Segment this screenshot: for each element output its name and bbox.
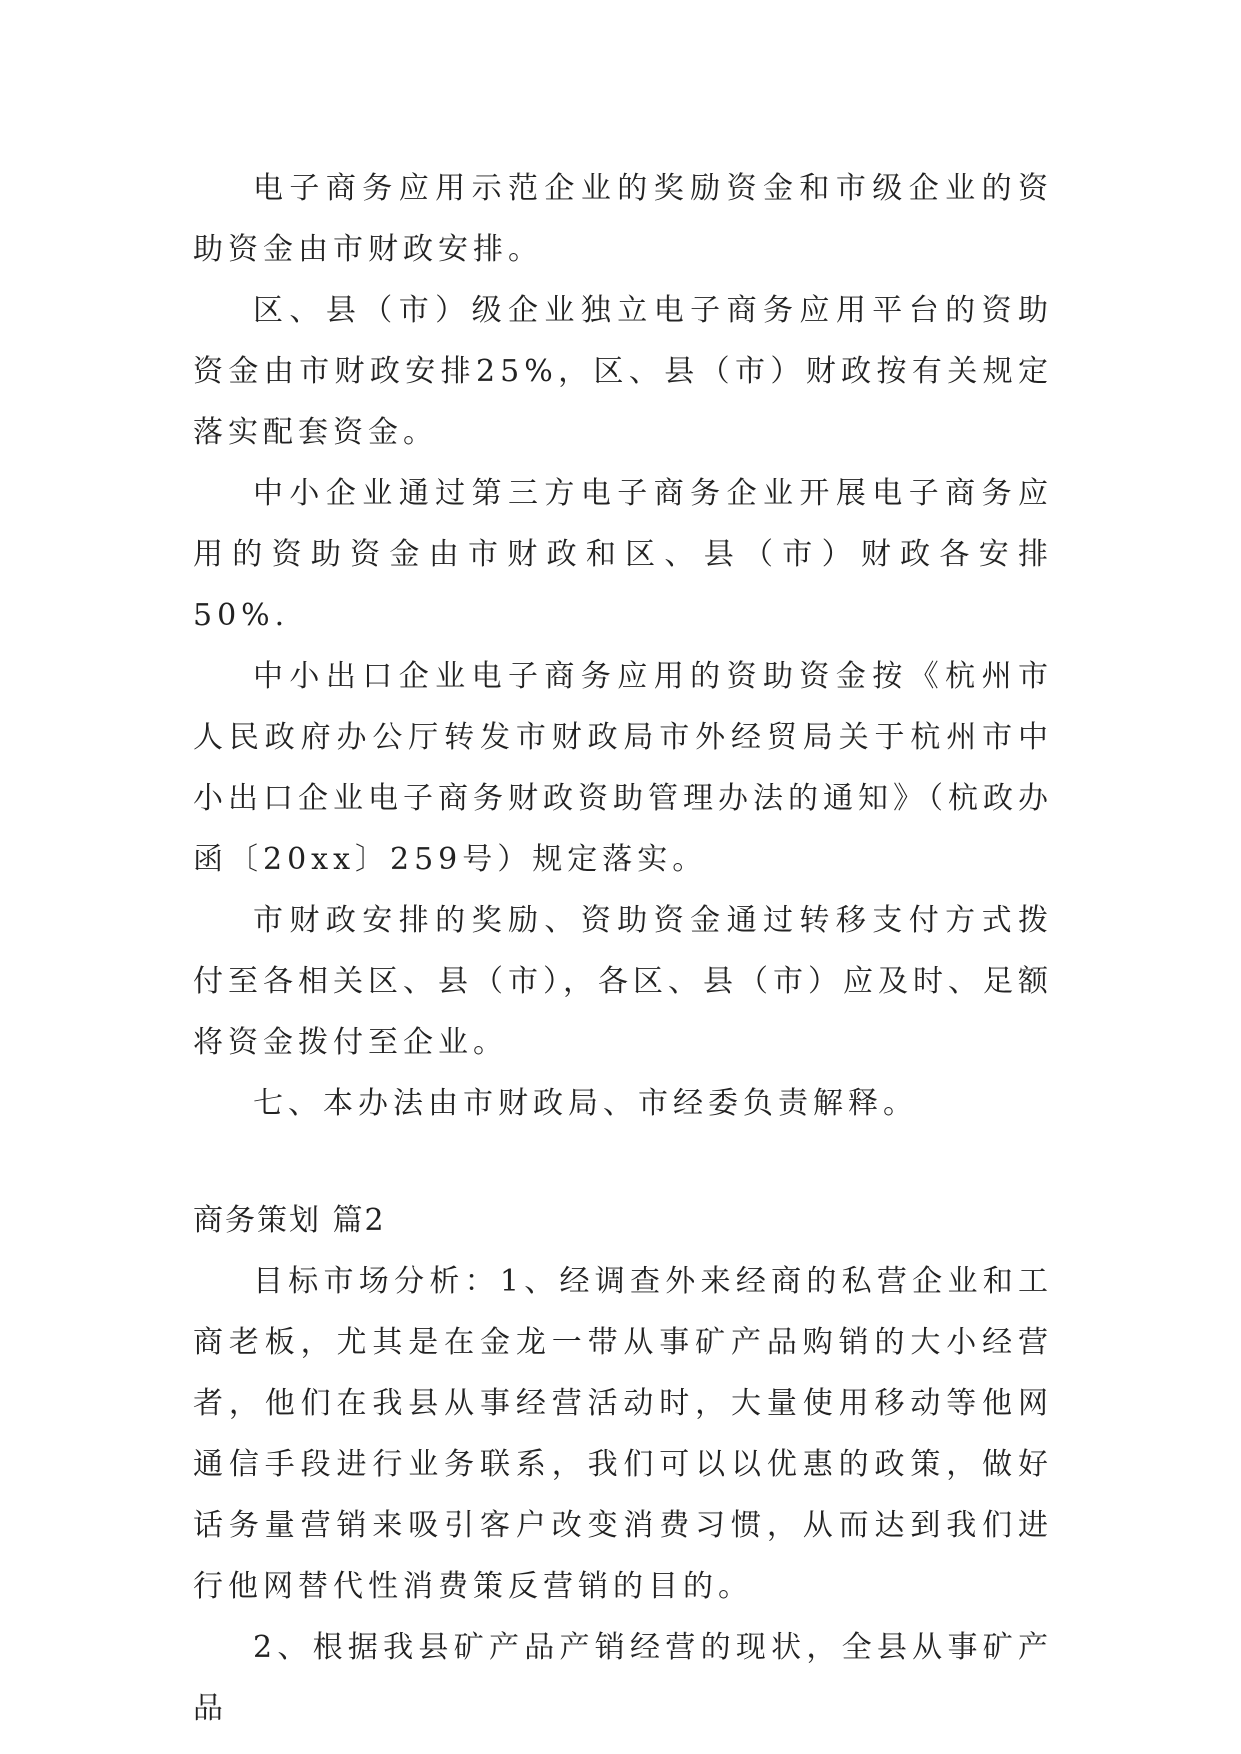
paragraph-mineral-status: 2、根据我县矿产品产销经营的现状，全县从事矿产品 <box>193 1630 1053 1726</box>
document-body <box>193 158 1053 1739</box>
paragraph-market-analysis: 目标市场分析：1、经调查外来经商的私营企业和工商老板，尤其是在金龙一带从事矿产品购销的大小经营者，他们在我县从事经营活动时，大量使用移动等他网通信手段进行业务联系，我们可以以优惠的政策，做好话务量营销来吸引客户改变消费习惯，从而达到我们进行他网替代性消费策反营销的目的。 <box>193 1264 1053 1604</box>
paragraph-export-enterprises: 中小出口企业电子商务应用的资助资金按《杭州市人民政府办公厅转发市财政局市外经贸局关于杭州市中小出口企业电子商务财政资助管理办法的通知》（杭政办函〔20xx〕259号）规定落实。 <box>193 659 1053 877</box>
paragraph-interpretation: 七、本办法由市财政局、市经委负责解释。 <box>253 1086 918 1121</box>
paragraph-sme-third-party: 中小企业通过第三方电子商务企业开展电子商务应用的资助资金由市财政和区、县（市）财政各安排50%. <box>193 476 1053 633</box>
paragraph-transfer-payment: 市财政安排的奖励、资助资金通过转移支付方式拨付至各相关区、县（市），各区、县（市）应及时、足额将资金拨付至企业。 <box>193 903 1053 1060</box>
section-heading: 商务策划 篇2 <box>193 1203 386 1238</box>
paragraph-award-funds: 电子商务应用示范企业的奖励资金和市级企业的资助资金由市财政安排。 <box>193 171 1053 267</box>
paragraph-district-funding: 区、县（市）级企业独立电子商务应用平台的资助资金由市财政安排25%，区、县（市）财政按有关规定落实配套资金。 <box>193 293 1053 450</box>
